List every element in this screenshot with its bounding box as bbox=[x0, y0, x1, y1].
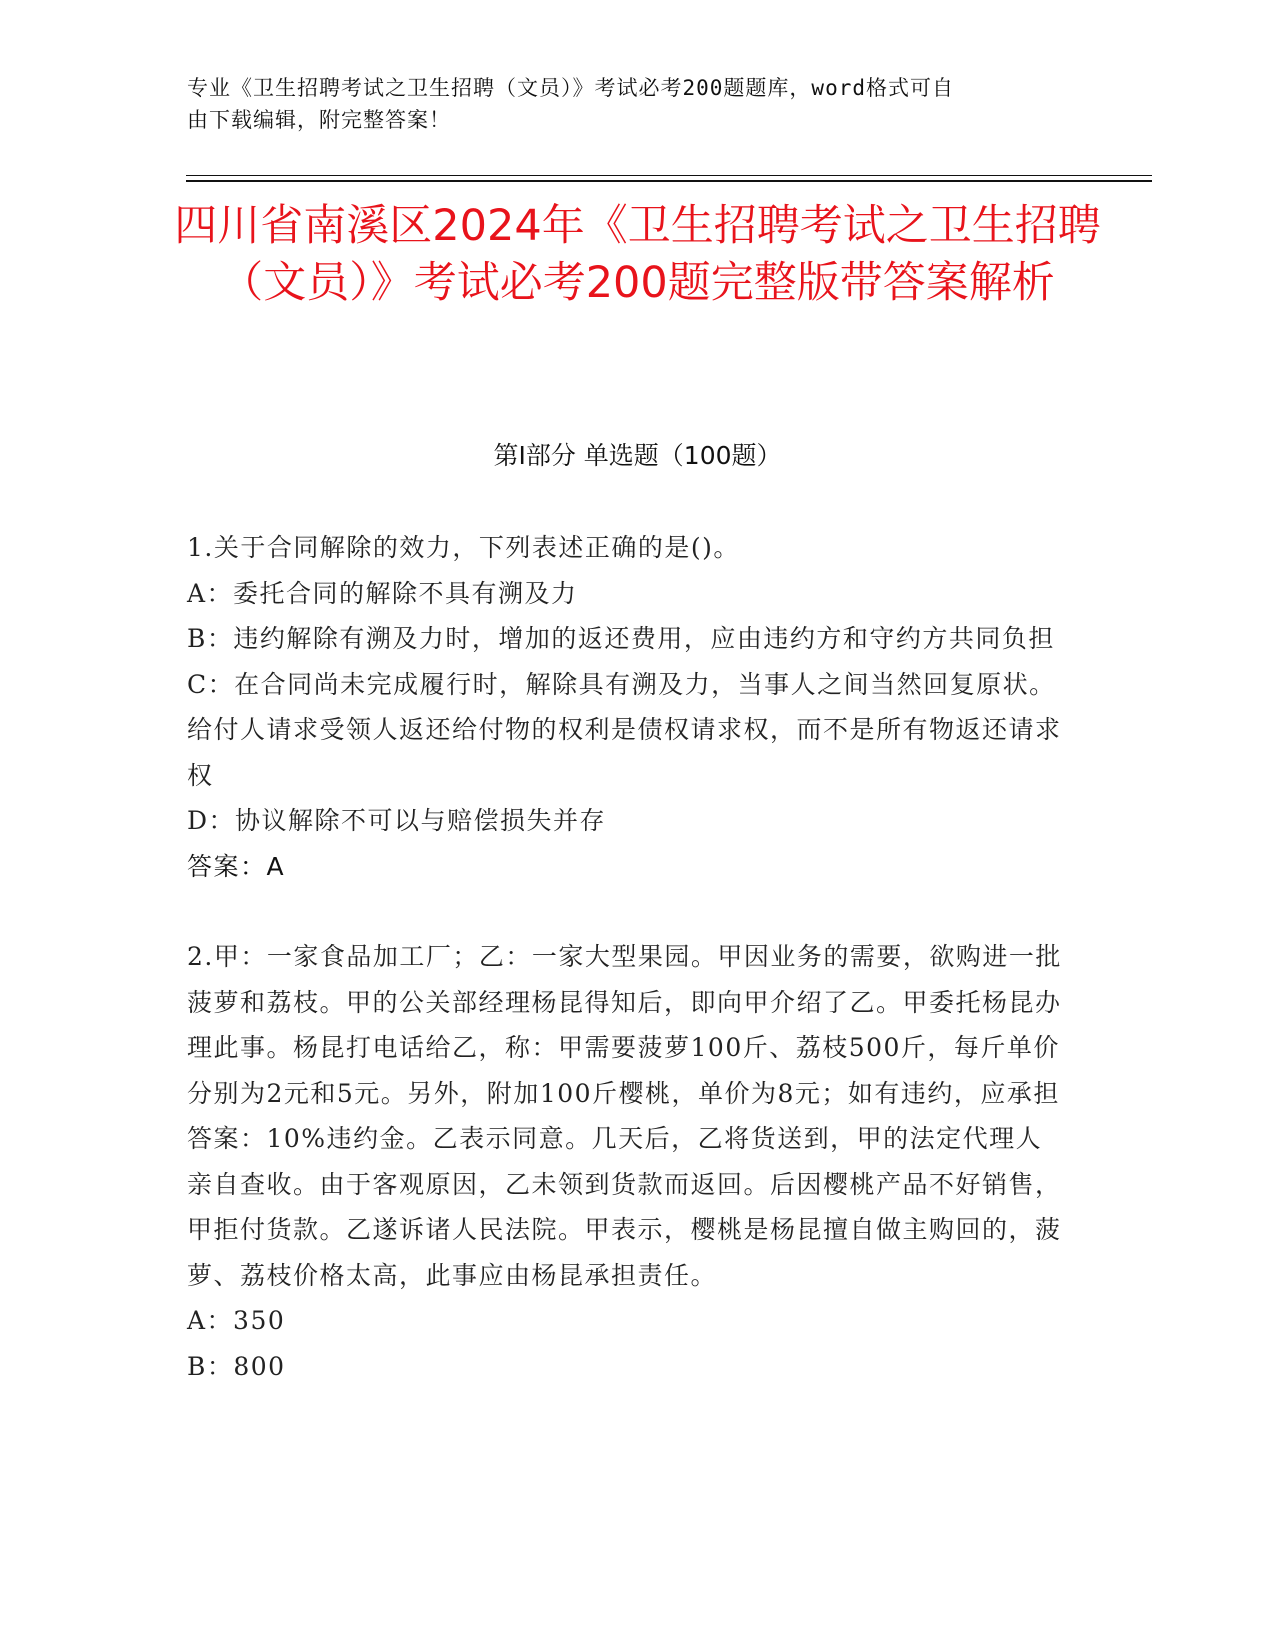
section-heading: 第I部分 单选题（100题） bbox=[493, 441, 782, 470]
header-note bbox=[187, 72, 1087, 136]
option-a: A：350 bbox=[187, 1306, 286, 1335]
question-stem: 1.关于合同解除的效力，下列表述正确的是()。 bbox=[187, 533, 740, 562]
question-item bbox=[187, 525, 1067, 889]
header-note-line-1: 专业《卫生招聘考试之卫生招聘（文员）》考试必考200题题库，word格式可自 bbox=[187, 76, 954, 100]
option-a: A：委托合同的解除不具有溯及力 bbox=[187, 578, 578, 608]
header-divider-thick bbox=[186, 180, 1152, 182]
document-title: 四川省南溪区2024年《卫生招聘考试之卫生招聘（文员）》考试必考200题完整版带答案解析 bbox=[174, 201, 1101, 308]
question-item bbox=[187, 934, 1067, 1389]
question-spacer bbox=[187, 889, 1067, 934]
option-c: C：在合同尚未完成履行时，解除具有溯及力，当事人之间当然回复原状。给付人请求受领人返还给付物的权利是债权请求权，而不是所有物返还请求权 bbox=[187, 669, 1062, 790]
option-d: D：协议解除不可以与赔偿损失并存 bbox=[187, 806, 607, 835]
question-stem: 2.甲：一家食品加工厂；乙：一家大型果园。甲因业务的需要，欲购进一批菠萝和荔枝。甲的公关部经理杨昆得知后，即向甲介绍了乙。甲委托杨昆办理此事。杨昆打电话给乙，称：甲需要菠萝100斤、荔枝500斤，每斤单价分别为2元和5元。另外，附加100斤樱桃，单价为8元；如有违约，应承担答案：10%违约金。乙表示同意。几天后，乙将货送到，甲的法定代理人亲自查收。由于客观原因，乙未领到货款而返回。后因樱桃产品不好销售，甲拒付货款。乙遂诉诸人民法院。甲表示，樱桃是杨昆擅自做主购回的，菠萝、荔枝价格太高，此事应由杨昆承担责任。 bbox=[187, 942, 1062, 1290]
option-b: B：违约解除有溯及力时，增加的返还费用，应由违约方和守约方共同负担 bbox=[187, 624, 1055, 653]
header-note-line-2: 由下载编辑，附完整答案！ bbox=[187, 108, 451, 132]
header-divider-thin bbox=[186, 175, 1152, 176]
option-b: B：800 bbox=[187, 1351, 286, 1381]
question-list bbox=[187, 525, 1067, 1389]
answer-line: 答案：A bbox=[187, 851, 286, 881]
